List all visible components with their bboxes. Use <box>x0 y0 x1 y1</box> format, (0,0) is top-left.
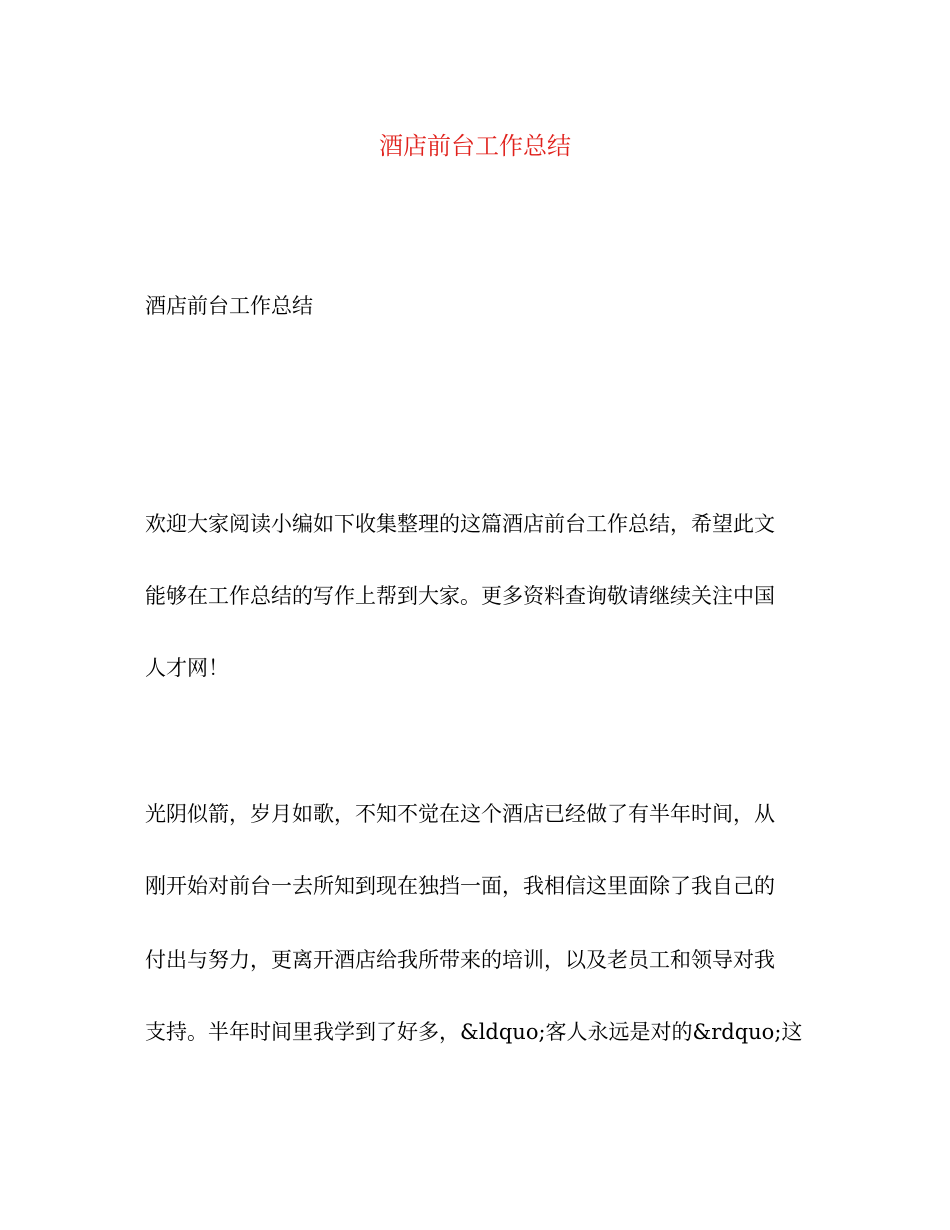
paragraph-line: 人才网！ <box>145 656 229 680</box>
document-subtitle: 酒店前台工作总结 <box>145 294 313 318</box>
paragraph-line: 欢迎大家阅读小编如下收集整理的这篇酒店前台工作总结，希望此文 <box>145 512 775 536</box>
paragraph-line: 刚开始对前台一去所知到现在独挡一面，我相信这里面除了我自己的 <box>145 874 775 898</box>
paragraph-line: 光阴似箭，岁月如歌，不知不觉在这个酒店已经做了有半年时间，从 <box>145 802 775 826</box>
paragraph-line: 能够在工作总结的写作上帮到大家。更多资料查询敬请继续关注中国 <box>145 584 775 608</box>
paragraph-line: 付出与努力，更离开酒店给我所带来的培训，以及老员工和领导对我 <box>145 948 775 972</box>
page-title: 酒店前台工作总结 <box>379 132 571 160</box>
paragraph-line: 支持。半年时间里我学到了好多，&ldquo;客人永远是对的&rdquo;这 <box>145 1020 803 1044</box>
